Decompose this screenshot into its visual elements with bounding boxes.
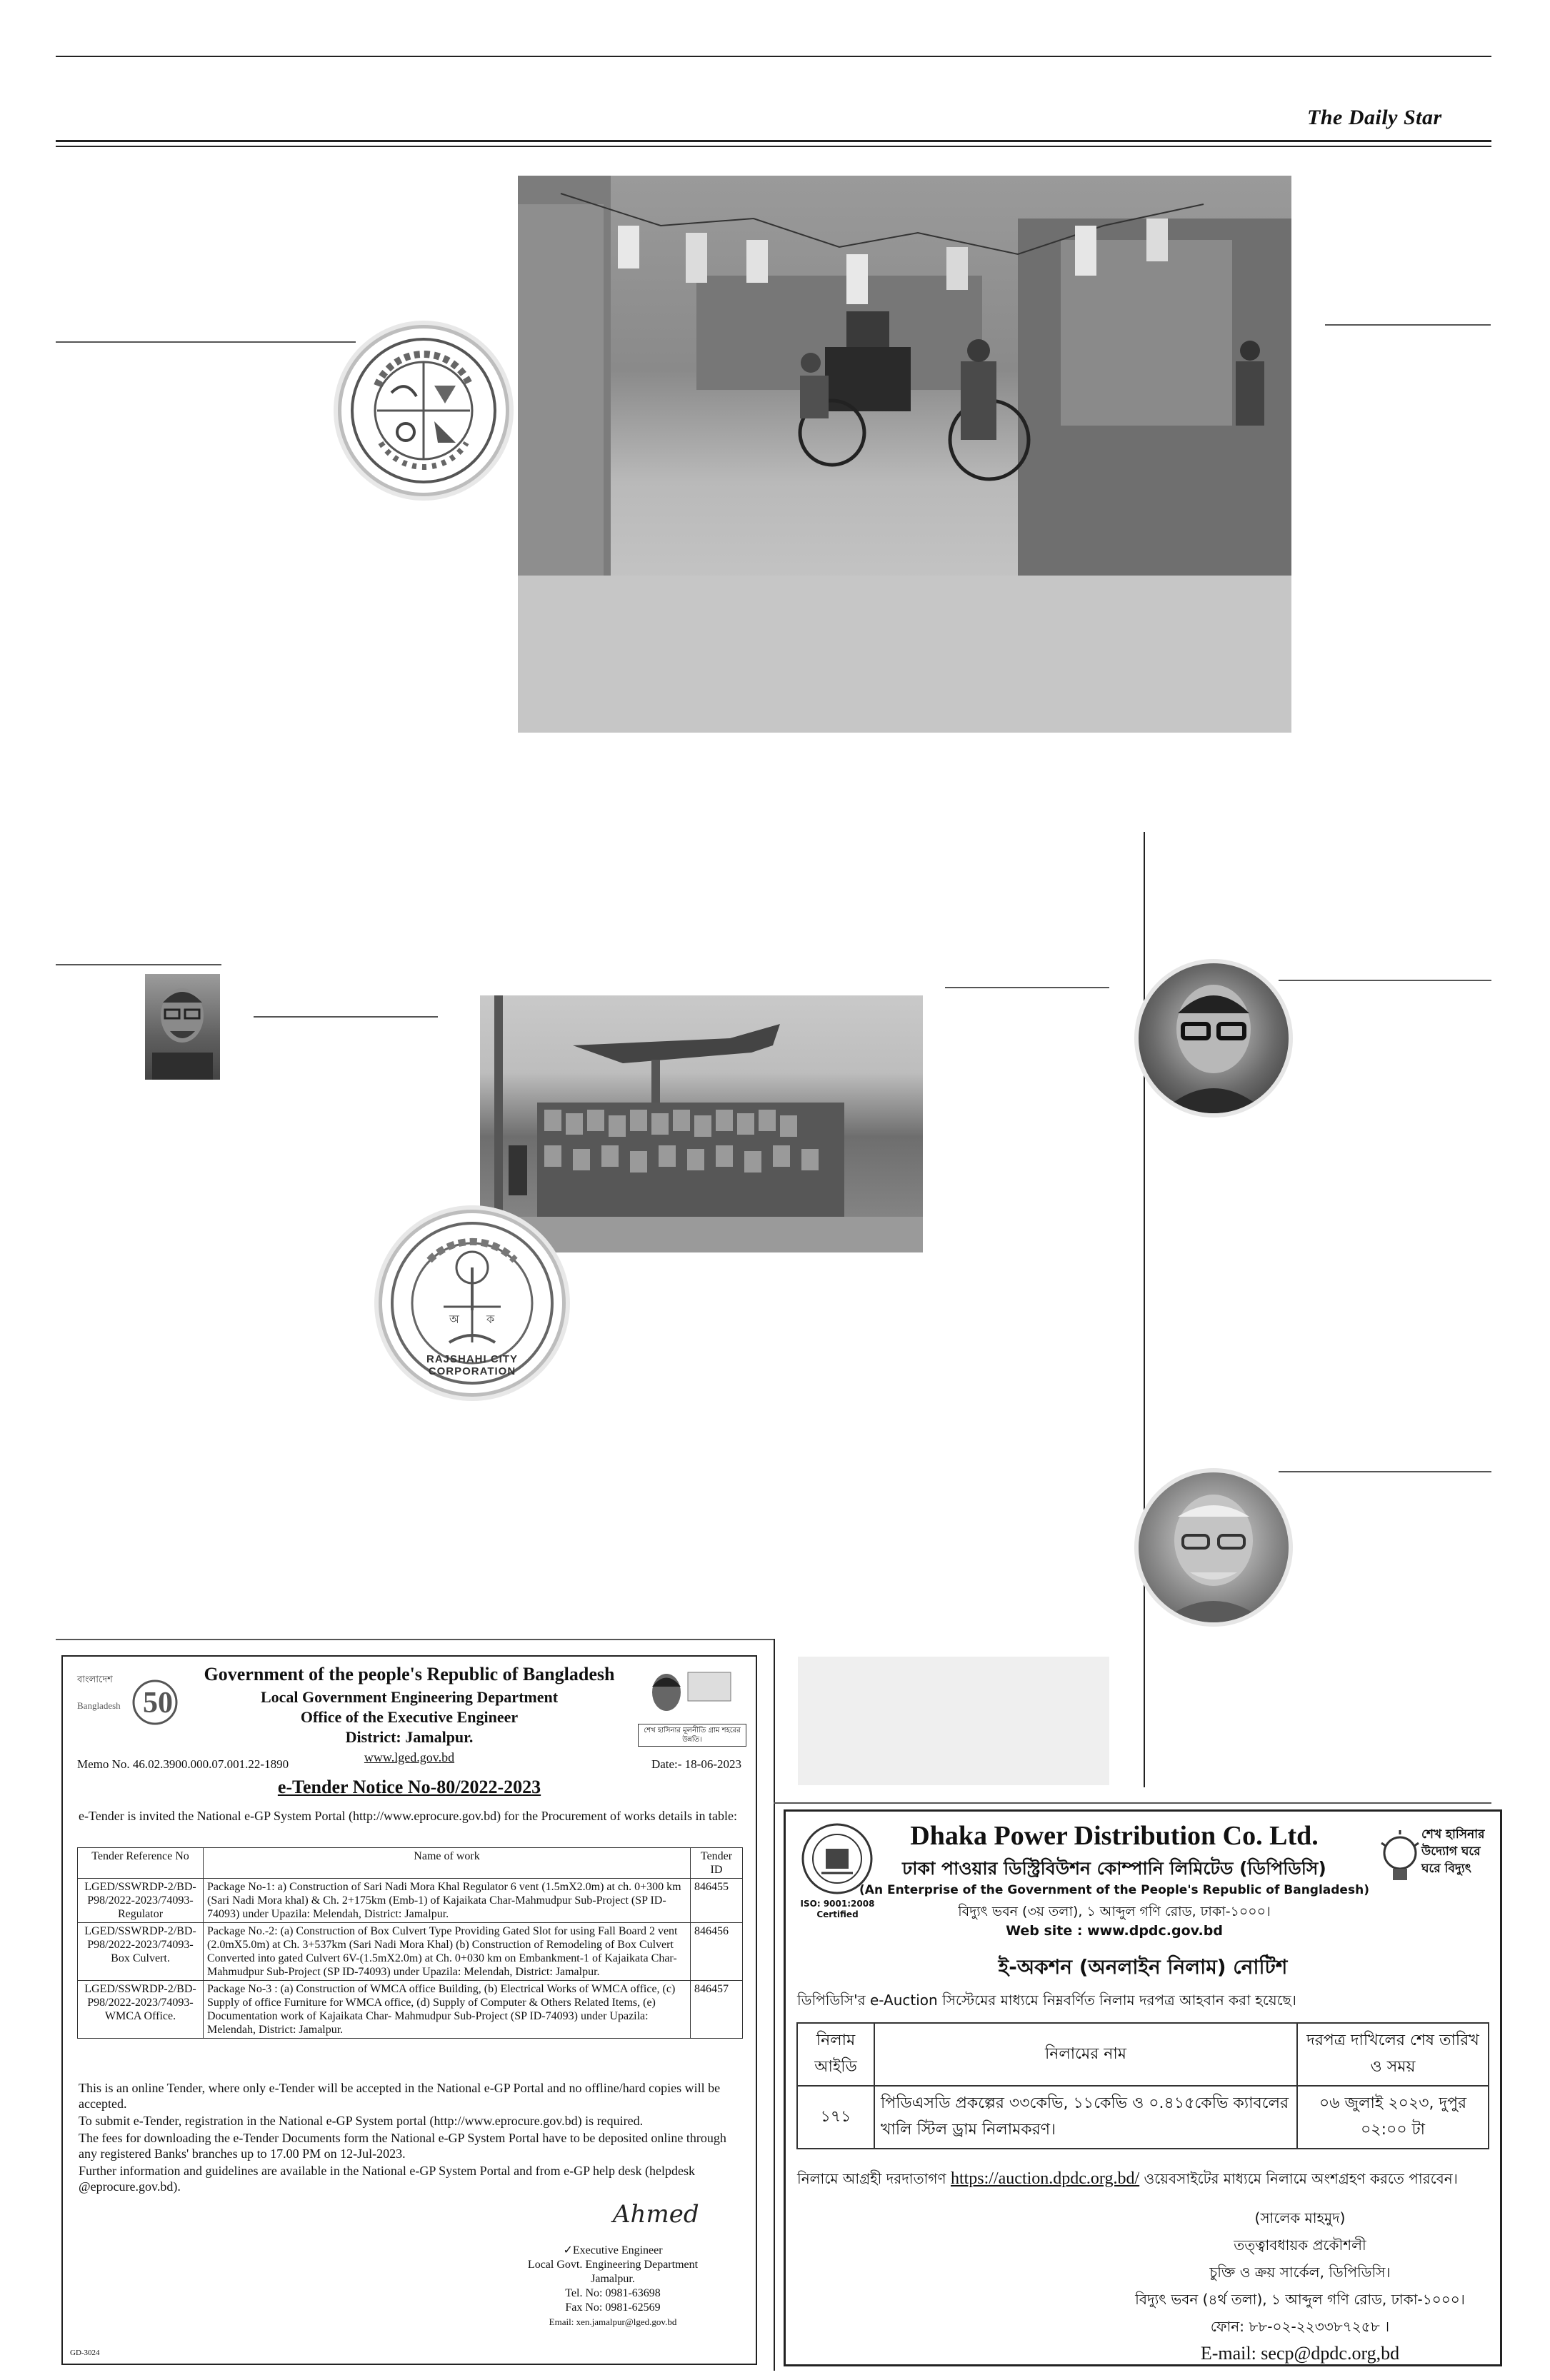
iso-certified: Certified [816,1909,859,1919]
lged-paragraph: To submit e-Tender, registration in the National e-GP System portal (http://www.eprocure.gov.bd) is required. [79,2114,644,2128]
svg-text:অ: অ [449,1312,459,1326]
table-header: নিলামের নাম [874,2023,1297,2086]
iso-line: ISO: 9001:2008 [800,1899,875,1909]
lged-paragraph: The fees for downloading the e-Tender Documents form the National e-GP System Portal have to be deposited online through any registered Banks' branches up to 17.00 PM on 12-Jul-2023. [79,2131,726,2161]
lged-tender-notice [61,1655,757,2365]
divider [1279,1471,1491,1472]
tender-ref: LGED/SSWRDP-2/BD-P98/2022-2023/74093-WMCA Office. [78,1981,204,2039]
lged-date: Date:- 18-06-2023 [651,1757,741,1771]
lged-slogan: শেখ হাসিনার মূলনীতি গ্রাম শহরের উন্নতি। [638,1724,746,1747]
tender-ref: LGED/SSWRDP-2/BD-P98/2022-2023/74093-Box Culvert. [78,1923,204,1981]
dpdc-enterprise: (An Enterprise of the Government of the People's Republic of Bangladesh) [859,1883,1369,1897]
dpdc-signatory [1114,2204,1486,2367]
lged-paragraph: Further information and guidelines are available in the National e-GP System Portal and from e-GP help desk (helpdesk @eprocure.gov.bd). [79,2164,695,2194]
header-double-rule-bottom [56,146,1491,147]
tender-work: Package No-1: a) Construction of Sari Nadi Mora Khal Regulator 6 vent (1.5mX2.0m) at ch. 0+300 km (Sari Nadi Mora khal) & Ch. 2+175km (Emb-1) of Kajaikata Char-Mahmudpur Sub-Project (SP ID-74093) under Upazila: Melendah, District: Jamalpur. [204,1879,691,1923]
lged-paragraph: This is an online Tender, where only e-Tender will be accepted in the National e-GP Portal and no offline/hard copies will be accepted. [79,2081,721,2111]
tender-ref: LGED/SSWRDP-2/BD-P98/2022-2023/74093-Regulator [78,1879,204,1923]
dpdc-title-bn: ঢাকা পাওয়ার ডিস্ট্রিবিউশন কোম্পানি লিমিটেড (ডিপিডিসি) [902,1858,1326,1879]
signer-phone: ফোন: ৮৮-০২-২২৩৩৮৭২৫৮ । [1210,2318,1390,2335]
dpdc-auction-notice [784,1809,1502,2366]
table-row [78,1981,743,2039]
auction-link[interactable]: https://auction.dpdc.org.bd/ [950,2169,1140,2188]
politician-portrait-1 [1134,959,1293,1118]
table-header: নিলাম আইডি [797,2023,874,2086]
tender-work: Package No.-2: (a) Construction of Box Culvert Type Providing Gated Slot for using Fall Board 2 vent (2.0mX5.0m) at Ch. 3+537km (Sari Nadi Mora Khal) (b) Construction of Remodeling of Box Culvert Converted into gated Culvert 6V-(1.5mX2.0m) at Ch. 0+030 km on Embankment-1 of Kajaikata Char-Mahmudpur Sub-Project (SP ID-74093) under Upazila: Melendah, District: Jamalpur. [204,1923,691,1981]
rajshahi-emblem-text: RAJSHAHI CITY CORPORATION [426,1353,518,1377]
lged-district-line: District: Jamalpur. [345,1728,474,1746]
signer-email[interactable]: E-mail: secp@dpdc.org,bd [1200,2343,1400,2364]
table-row [78,1923,743,1981]
masthead: The Daily Star [1307,106,1442,129]
lged-department-line: Local Government Engineering Department [260,1688,559,1706]
divider [945,987,1109,988]
lged-website[interactable]: www.lged.gov.bd [364,1750,455,1764]
lged-memo: Memo No. 46.02.3900.000.07.001.22-1890 [77,1757,289,1771]
header-double-rule-top [56,140,1491,142]
signatory-line: Local Govt. Engineering Department [527,2259,699,2271]
signatory-email[interactable]: Email: xen.jamalpur@lged.gov.bd [549,2316,677,2327]
dpdc-participation [797,2169,1490,2192]
signatory-line: Tel. No: 0981-63698 [565,2287,661,2299]
signer-designation: তত্ত্বাবধায়ক প্রকৌশলী [1234,2236,1366,2254]
dpdc-slogan-badge [1379,1822,1493,1900]
table-row [78,1879,743,1923]
dpdc-auction-table [796,2022,1489,2149]
lged-govt-line: Government of the people's Republic of Bangladesh [204,1664,615,1684]
column-rule [1144,832,1145,1787]
signatory-line: Jamalpur. [591,2273,635,2285]
dpdc-address: বিদ্যুৎ ভবন (৩য় তলা), ১ আব্দুল গণি রোড, ঢাকা-১০০০। [958,1904,1271,1919]
lged-intro: e-Tender is invited the National e-GP System Portal (http://www.eprocure.gov.bd) for the Procurement of works details in table: [79,1809,738,1823]
svg-text:ক: ক [486,1312,495,1326]
rajshahi-city-corporation-emblem [379,1210,566,1397]
divider [774,1802,1491,1804]
lged-notice-title: e-Tender Notice No-80/2022-2023 [277,1777,541,1797]
signatory-line: ✓Executive Engineer [563,2244,663,2256]
lged-signature: Ahmed [613,2200,699,2229]
lged-gd-code: GD-3024 [70,2349,100,2357]
sylhet-city-corporation-emblem [338,325,509,496]
dpdc-title-en: Dhaka Power Distribution Co. Ltd. [910,1821,1319,1851]
pm-portrait-badge [638,1665,745,1751]
tender-id: 846456 [691,1923,743,1981]
auction-id: ১৭১ [797,2086,874,2149]
signer-circle: চুক্তি ও ক্রয় সার্কেল, ডিপিডিসি। [1209,2264,1391,2281]
table-header: Name of work [204,1848,691,1879]
divider [1279,980,1491,981]
participation-suffix: ওয়েবসাইটের মাধ্যমে নিলামে অংশগ্রহণ করতে পারবেন। [1144,2170,1458,2187]
tender-id: 846457 [691,1981,743,2039]
divider [56,1639,774,1640]
table-header: Tender ID [691,1848,743,1879]
dpdc-intro: ডিপিডিসি'র e-Auction সিস্টেমের মাধ্যমে নিম্নবর্ণিত নিলাম দরপত্র আহবান করা হয়েছে। [797,1992,1296,2009]
blank-ad-box [798,1657,1109,1785]
lged-tender-table [77,1847,743,2039]
auction-name: পিডিএসডি প্রকল্পের ৩৩কেভি, ১১কেভি ও ০.৪১৫কেভি ক্যাবলের খালি স্টিল ড্রাম নিলামকরণ। [874,2086,1297,2149]
table-header: Tender Reference No [78,1848,204,1879]
tender-id: 846455 [691,1879,743,1923]
lged-signatory [506,2244,720,2329]
dpdc-slogan: শেখ হাসিনার উদ্যোগ ঘরে ঘরে বিদ্যুৎ [1421,1827,1485,1876]
tender-work: Package No-3 : (a) Construction of WMCA office Building, (b) Electrical Works of WMCA office, (c) Supply of office Furniture for WMCA office, (d) Supply of Computer & Others Related Items, (e) Documentation work of Kajaikata Char- Mahmudpur Sub-Project (SP ID-74093) under Upazila: Melendah, District: Jamalpur. [204,1981,691,2039]
signatory-line: Fax No: 0981-62569 [565,2301,661,2314]
table-row [797,2086,1489,2149]
top-rule [56,56,1491,57]
columnist-headshot [145,974,220,1080]
divider [56,341,356,343]
dpdc-notice-heading: ই-অকশন (অনলাইন নিলাম) নোটিশ [998,1955,1288,1979]
flood-rickshaw-photo [518,176,1291,733]
table-header: দরপত্র দাখিলের শেষ তারিখ ও সময় [1297,2023,1489,2086]
signer-office: বিদ্যুৎ ভবন (৪র্থ তলা), ১ আব্দুল গণি রোড, ঢাকা-১০০০। [1135,2291,1465,2308]
svg-text:বাংলাদেশ: বাংলাদেশ [77,1674,113,1685]
lged-office-line: Office of the Executive Engineer [300,1708,519,1726]
column-rule [774,1639,775,2371]
divider [56,964,221,965]
svg-text:50: 50 [143,1687,173,1719]
lged-logo-text: Bangladesh [77,1700,121,1711]
divider [1325,324,1491,326]
auction-deadline: ০৬ জুলাই ২০২৩, দুপুর ০২:০০ টা [1297,2086,1489,2149]
election-posters-plane-monument-photo [480,995,923,1252]
divider [254,1016,438,1018]
participation-prefix: নিলামে আগ্রহী দরদাতাগণ [797,2170,946,2187]
dpdc-website[interactable]: Web site : www.dpdc.gov.bd [1006,1923,1223,1939]
politician-portrait-2 [1134,1468,1293,1627]
signer-name: (সালেক মাহমুদ) [1254,2209,1346,2226]
